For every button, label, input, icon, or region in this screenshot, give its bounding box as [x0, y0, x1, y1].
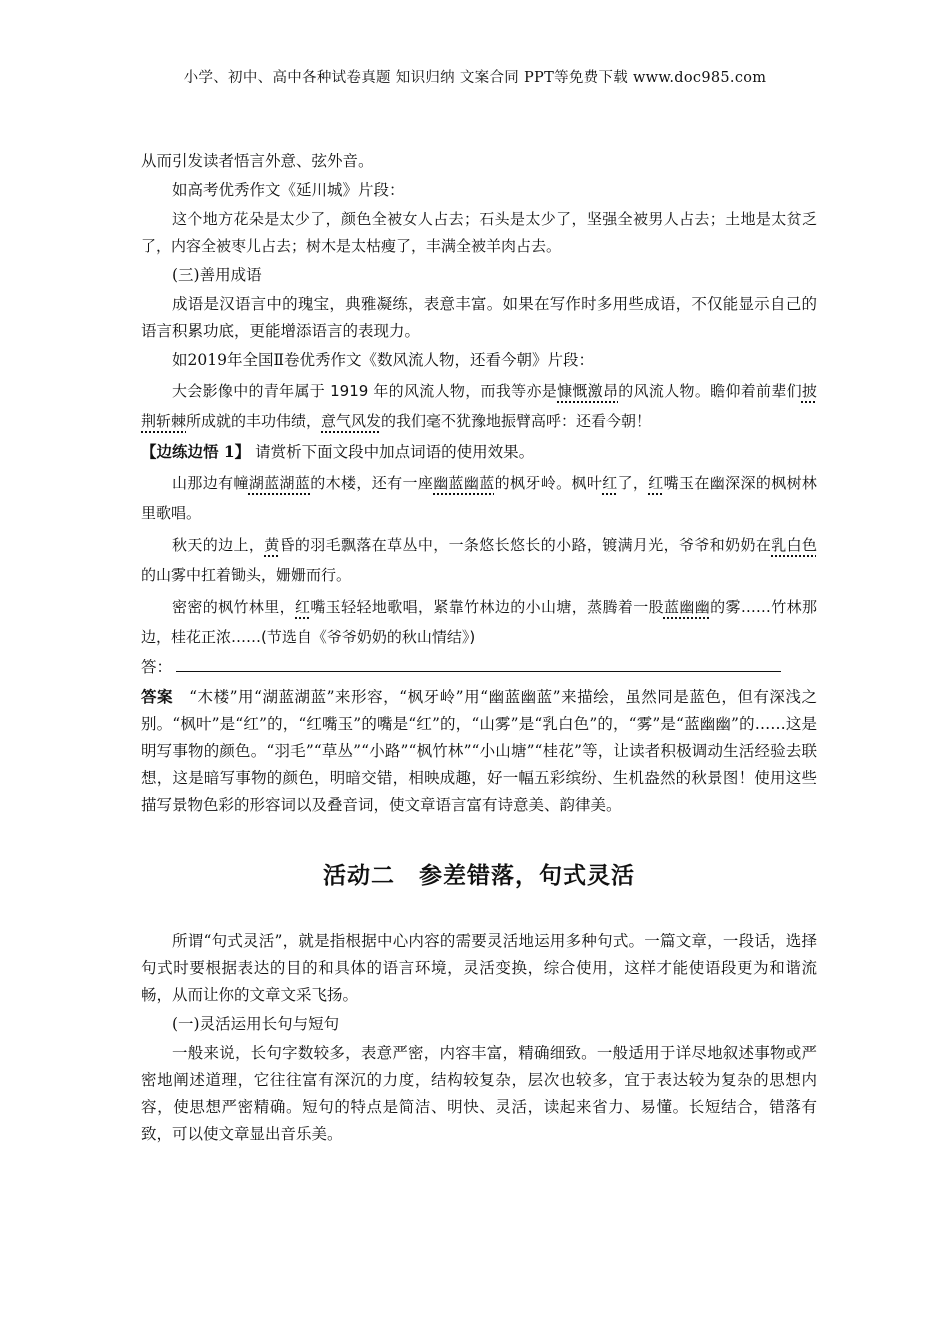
paragraph: 从而引发读者悟言外意、弦外音。	[141, 152, 374, 170]
exercise-passage: 密密的枫竹林里，红嘴玉轻轻地歌唱，紧靠竹林边的小山塘，蒸腾着一股蓝幽幽的雾……竹林那边，桂花正浓……(节选自《爷爷奶奶的秋山情结》)	[141, 598, 817, 646]
dotted-word: 乳白色	[771, 536, 817, 554]
subheading: (三)善用成语	[172, 266, 262, 284]
exercise-passage: 山那边有幢湖蓝湖蓝的木楼，还有一座幽蓝幽蓝的枫牙岭。枫叶红了，红嘴玉在幽深深的枫树林里歌唱。	[141, 474, 817, 522]
dotted-word: 披荆斩棘	[141, 382, 817, 430]
subheading: (一)灵活运用长句与短句	[172, 1015, 340, 1033]
example-excerpt: 大会影像中的青年属于 1919 年的风流人物，而我等亦是慷慨激昂的风流人物。瞻仰着前辈们披荆斩棘所成就的丰功伟绩，意气风发的我们毫不犹豫地振臂高呼：还看今朝！	[141, 382, 817, 430]
paragraph: 如2019年全国Ⅱ卷优秀作文《数风流人物，还看今朝》片段：	[172, 351, 594, 369]
example-excerpt: 这个地方花朵是太少了，颜色全被女人占去；石头是太少了，坚强全被男人占去；土地是太贫乏了，内容全被枣儿占去；树木是太枯瘦了，丰满全被羊肉占去。	[141, 210, 817, 255]
dotted-word: 蓝幽幽	[663, 598, 711, 616]
paragraph: 一般来说，长句字数较多，表意严密，内容丰富，精确细致。一般适用于详尽地叙述事物或严密地阐述道理，它往往富有深沉的力度，结构较复杂，层次也较多，宜于表达较为复杂的思想内容，使思想严密精确。短句的特点是简洁、明快、灵活，读起来省力、易懂。长短结合，错落有致，可以使文章显出音乐美。	[141, 1044, 817, 1143]
dotted-word: 湖蓝湖蓝	[248, 474, 311, 492]
answer-label: 答案	[141, 687, 174, 706]
exercise-heading	[141, 438, 817, 466]
exercise-prompt: 请赏析下面文段中加点词语的使用效果。	[255, 443, 535, 461]
paragraph: 如高考优秀作文《延川城》片段：	[172, 181, 405, 199]
dotted-word: 慷慨激昂	[557, 382, 619, 400]
dotted-word: 意气风发	[321, 412, 382, 430]
paragraph: 所谓“句式灵活”，就是指根据中心内容的需要灵活地运用多种句式。一篇文章，一段话，选择句式时要根据表达的目的和具体的语言环境，灵活变换，综合使用，这样才能使语段更为和谐流畅，从而让你的文章文采飞扬。	[141, 932, 817, 1004]
answer-paragraph: 答案 “木楼”用“湖蓝湖蓝”来形容，“枫牙岭”用“幽蓝幽蓝”来描绘，虽然同是蓝色，但有深浅之别。“枫叶”是“红”的，“红嘴玉”的嘴是“红”的，“山雾”是“乳白色”的，“雾”是“蓝幽幽”的……这是明写事物的颜色。“羽毛”“草丛”“小路”“枫竹林”“小山塘”“桂花”等，让读者积极调动生活经验去联想，这是暗写事物的颜色，明暗交错，相映成趣，好一幅五彩缤纷、生机盎然的秋景图！使用这些描写景物色彩的形容词以及叠音词，使文章语言富有诗意美、韵律美。	[141, 687, 817, 814]
dotted-word: 红	[295, 598, 311, 616]
exercise-passage: 秋天的边上，黄昏的羽毛飘落在草丛中，一条悠长悠长的小路，镀满月光，爷爷和奶奶在乳白色的山雾中扛着锄头，姗姗而行。	[141, 536, 817, 584]
exercise-label: 【边练边悟 1】	[141, 442, 251, 461]
answer-blank[interactable]	[176, 657, 781, 672]
paragraph: 成语是汉语言中的瑰宝，典雅凝练，表意丰富。如果在写作时多用些成语，不仅能显示自己的语言积累功底，更能增添语言的表现力。	[141, 295, 817, 340]
answer-prompt-line: 答：	[141, 654, 817, 681]
document-body	[141, 148, 817, 1148]
dotted-word: 幽蓝幽蓝	[433, 474, 495, 492]
dotted-word: 红	[602, 474, 618, 492]
section-title: 活动二 参差错落，句式灵活	[323, 863, 635, 889]
page-header: 小学、初中、高中各种试卷真题 知识归纳 文案合同 PPT等免费下载 www.doc985.com	[183, 70, 767, 86]
dotted-word: 红	[648, 474, 664, 492]
dotted-word: 黄	[264, 536, 280, 554]
